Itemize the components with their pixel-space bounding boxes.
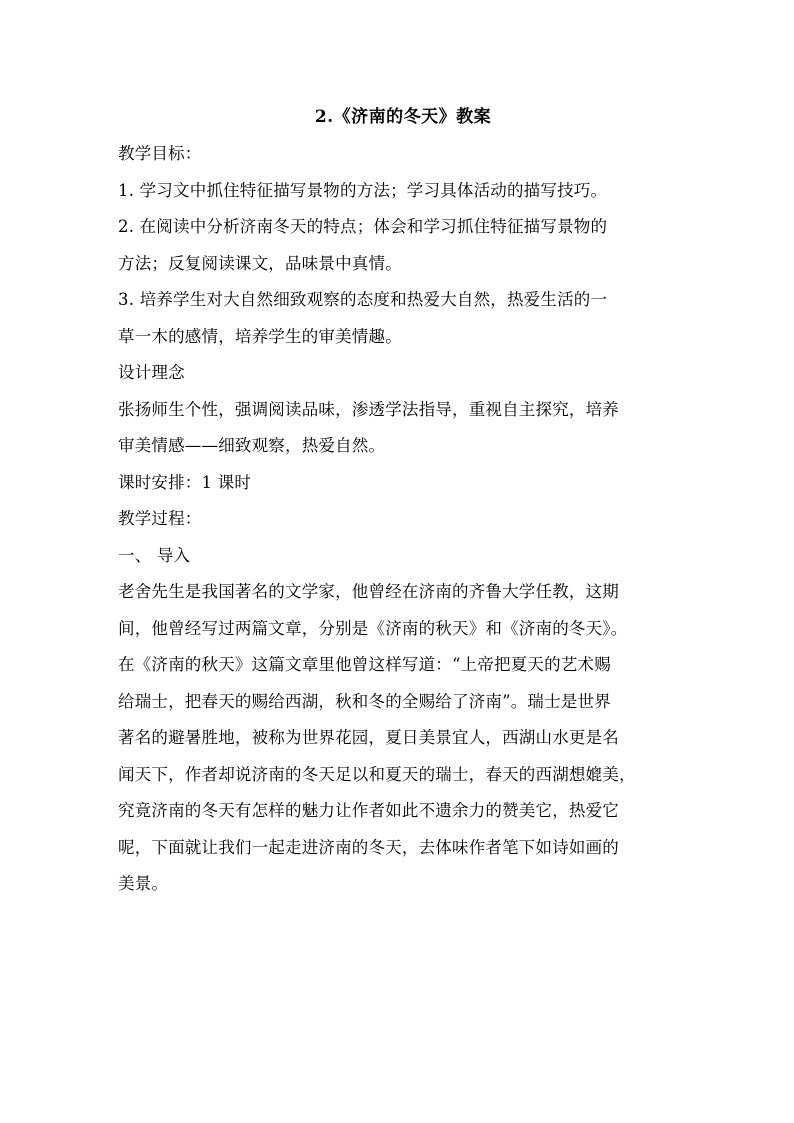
introduction-line-9: 美景。	[118, 874, 169, 893]
document-body	[118, 100, 678, 903]
section-heading-design-concept: 设计理念	[118, 363, 185, 382]
introduction-line-7: 究竟济南的冬天有怎样的魅力让作者如此不遗余力的赞美它，热爱它	[118, 801, 619, 820]
objective-3-line-2: 草一木的感情，培养学生的审美情趣。	[118, 326, 402, 346]
objective-2-line-1: 2. 在阅读中分析济南冬天的特点；体会和学习抓住特征描写景物的	[118, 217, 608, 236]
section-heading-objectives: 教学目标：	[118, 144, 202, 163]
objective-2-line-2: 方法；反复阅读课文，品味景中真情。	[118, 253, 402, 273]
objective-3-line-1: 3. 培养学生对大自然细致观察的态度和热爱大自然，热爱生活的一	[118, 290, 608, 309]
document-title: 2.《济南的冬天》教案	[314, 107, 492, 127]
introduction-line-2: 间，他曾经写过两篇文章，分别是《济南的秋天》和《济南的冬天》。	[118, 618, 628, 638]
class-schedule: 课时安排：1 课时	[118, 472, 252, 492]
design-concept-line-2: 审美情感——细致观察，热爱自然。	[118, 436, 386, 455]
introduction-line-3: 在《济南的秋天》这篇文章里他曾这样写道：“上帝把夏天的艺术赐	[118, 655, 611, 674]
introduction-line-5: 著名的避暑胜地，被称为世界花园，夏日美景宜人，西湖山水更是名	[118, 728, 619, 747]
design-concept-line-1: 张扬师生个性，强调阅读品味，渗透学法指导，重视自主探究，培养	[118, 399, 619, 419]
objective-1: 1. 学习文中抓住特征描写景物的方法；学习具体活动的描写技巧。	[118, 180, 608, 200]
step-heading-introduction: 一、 导入	[118, 545, 191, 565]
introduction-line-8: 呢，下面就让我们一起走进济南的冬天，去体味作者笔下如诗如画的	[118, 837, 619, 857]
introduction-line-1: 老舍先生是我国著名的文学家，他曾经在济南的齐鲁大学任教，这期	[118, 582, 619, 601]
introduction-line-4: 给瑞士，把春天的赐给西湖，秋和冬的全赐给了济南”。瑞士是世界	[118, 691, 611, 711]
section-heading-teaching-process: 教学过程：	[118, 509, 202, 528]
introduction-line-6: 闻天下，作者却说济南的冬天足以和夏天的瑞士，春天的西湖想媲美，	[118, 764, 636, 784]
